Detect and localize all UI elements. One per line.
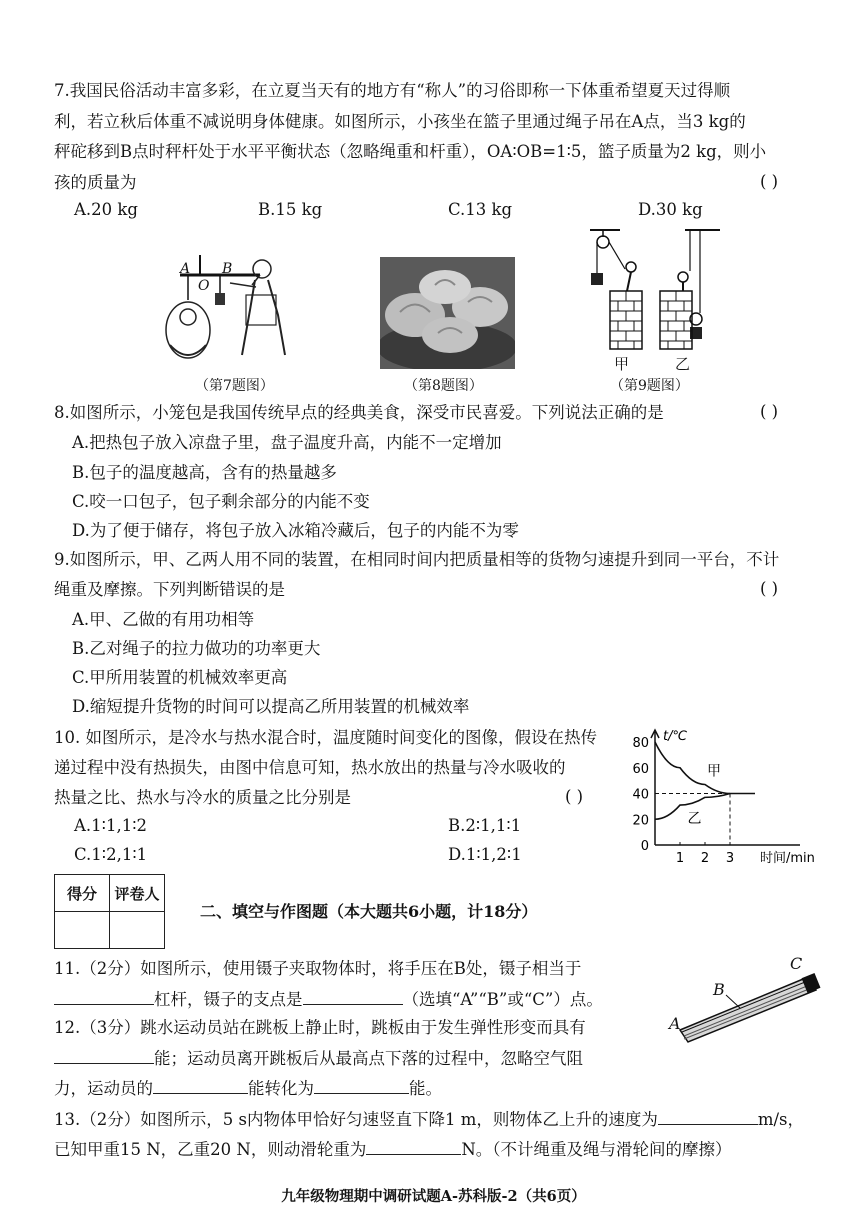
q7-line-4: 孩的质量为 xyxy=(54,173,137,192)
fig7-label-a: A xyxy=(180,261,191,277)
q9-option-d: D.缩短提升货物的时间可以提高乙所用装置的机械效率 xyxy=(72,697,470,716)
fig9-caption: （第9题图） xyxy=(610,378,689,394)
q12-line-2 xyxy=(54,1047,583,1070)
q12-line-3 xyxy=(54,1077,442,1100)
q7-option-c: C.13 kg xyxy=(448,200,513,219)
chart-series-line xyxy=(655,742,755,794)
fig9-label-yi: 乙 xyxy=(675,355,691,373)
q7-line-3: 秤砣移到B点时秤杆处于水平平衡状态（忽略绳重和杆重），OA∶OB=1∶5，篮子质量为2 kg，则小 xyxy=(54,142,767,161)
q7-option-a: A.20 kg xyxy=(74,200,138,219)
q9-option-c: C.甲所用装置的机械效率更高 xyxy=(72,668,288,687)
score-header: 得分 xyxy=(55,875,110,912)
chart-x-tick-label: 2 xyxy=(700,851,710,866)
q7-line-2: 利，若立秋后体重不减说明身体健康。如图所示，小孩坐在篮子里通过绳子吊在A点，当3 kg的 xyxy=(54,112,746,131)
q9-answer-paren: ( ) xyxy=(760,579,779,598)
q11-label-c: C xyxy=(790,954,803,973)
section-2-title: 二、填空与作图题（本大题共6小题，计18分） xyxy=(200,902,538,921)
q12-blank-1[interactable] xyxy=(54,1047,154,1064)
q13-blank-1[interactable] xyxy=(658,1108,758,1125)
chart-x-tick-label: 3 xyxy=(725,851,735,866)
q12-blank-3[interactable] xyxy=(314,1077,409,1094)
q10-option-a: A.1∶1,1∶2 xyxy=(74,816,147,835)
q12-line-1: 12.（3分）跳水运动员站在跳板上静止时，跳板由于发生弹性形变而具有 xyxy=(54,1018,586,1037)
q11-line-2 xyxy=(54,988,603,1011)
q11-line-2-text: 杠杆，镊子的支点是 xyxy=(154,990,303,1009)
fig8-caption: （第8题图） xyxy=(404,378,483,394)
q10-option-c: C.1∶2,1∶1 xyxy=(74,845,148,864)
chart-y-axis-label: t/℃ xyxy=(663,729,688,744)
q13-line-2 xyxy=(54,1138,732,1161)
q9-option-b: B.乙对绳子的拉力做功的功率更大 xyxy=(72,639,321,658)
q13-line-1 xyxy=(54,1108,804,1131)
q11-line-1: 11.（2分）如图所示，使用镊子夹取物体时，将手压在B处，镊子相当于 xyxy=(54,959,582,978)
q8-option-c: C.咬一口包子，包子剩余部分的内能不变 xyxy=(72,492,370,511)
fig7-label-o: O xyxy=(198,278,210,294)
q13-line-1-text: 13.（2分）如图所示，5 s内物体甲恰好匀速竖直下降1 m，则物体乙上升的速度为 xyxy=(54,1110,658,1129)
score-table xyxy=(54,874,165,949)
fig7-label-b: B xyxy=(222,261,233,277)
q12-line-2-text: 能；运动员离开跳板后从最高点下落的过程中，忽略空气阻 xyxy=(154,1049,583,1068)
q7-option-d: D.30 kg xyxy=(638,200,703,219)
q12-line-3-c: 能。 xyxy=(409,1079,442,1098)
q8-stem: 8.如图所示，小笼包是我国传统早点的经典美食，深受市民喜爱。下列说法正确的是 xyxy=(54,403,664,422)
q10-line-1: 10. 如图所示，是冷水与热水混合时，温度随时间变化的图像，假设在热传 xyxy=(54,728,597,747)
chart-x-tick-label: 1 xyxy=(675,851,685,866)
q9-line-1: 9.如图所示，甲、乙两人用不同的装置，在相同时间内把质量相等的货物匀速提升到同一平台，不计 xyxy=(54,550,780,569)
q11-blank-1[interactable] xyxy=(54,988,154,1005)
q8-option-a: A.把热包子放入凉盘子里，盘子温度升高，内能不一定增加 xyxy=(72,433,502,452)
q8-answer-paren: ( ) xyxy=(760,402,779,421)
q10-line-3: 热量之比、热水与冷水的质量之比分别是 xyxy=(54,788,351,807)
q10-answer-paren: ( ) xyxy=(565,787,584,806)
q10-line-2: 递过程中没有热损失，由图中信息可知，热水放出的热量与冷水吸收的 xyxy=(54,758,566,777)
chart-y-tick-label: 60 xyxy=(632,761,649,777)
fig7-caption: （第7题图） xyxy=(195,378,274,394)
q10-temperature-chart xyxy=(615,722,820,867)
q13-line-2-text: 已知甲重15 N，乙重20 N，则动滑轮重为 xyxy=(54,1140,367,1159)
fig9-label-jia: 甲 xyxy=(614,355,630,373)
chart-y-tick-label: 0 xyxy=(640,839,649,854)
q11-tweezers-figure xyxy=(668,962,833,1052)
q12-line-3-b: 能转化为 xyxy=(248,1079,314,1098)
score-cell[interactable] xyxy=(55,912,110,949)
q7-line-1: 7.我国民俗活动丰富多彩，在立夏当天有的地方有“称人”的习俗即称一下体重希望夏天过得顺 xyxy=(54,81,731,100)
grader-cell[interactable] xyxy=(110,912,165,949)
q7-answer-paren: ( ) xyxy=(760,172,779,191)
q11-line-2-tail: （选填“A”“B”或“C”）点。 xyxy=(402,990,603,1009)
chart-y-tick-label: 20 xyxy=(632,813,649,829)
q10-option-b: B.2∶1,1∶1 xyxy=(448,816,522,835)
q8-option-b: B.包子的温度越高，含有的热量越多 xyxy=(72,463,337,482)
q11-label-a: A xyxy=(669,1014,681,1033)
fig8-buns-photo xyxy=(380,257,515,369)
q13-line-1-tail: m/s， xyxy=(757,1110,805,1129)
q13-blank-2[interactable] xyxy=(366,1138,461,1155)
q8-option-d: D.为了便于储存，将包子放入冰箱冷藏后，包子的内能不为零 xyxy=(72,521,519,540)
q12-line-3-a: 力，运动员的 xyxy=(54,1079,153,1098)
q13-line-2-tail: N。（不计绳重及绳与滑轮间的摩擦） xyxy=(461,1140,732,1159)
chart-y-tick-label: 80 xyxy=(632,736,649,751)
q7-option-b: B.15 kg xyxy=(258,200,323,219)
chart-x-axis-label: 时间/min xyxy=(760,851,815,866)
q11-label-b: B xyxy=(713,980,725,999)
grader-header: 评卷人 xyxy=(110,875,165,912)
q9-line-2: 绳重及摩擦。下列判断错误的是 xyxy=(54,580,285,599)
chart-series-label-yi: 乙 xyxy=(687,811,702,828)
fig9-pulley-illustration xyxy=(575,225,725,370)
chart-series-label-jia: 甲 xyxy=(707,763,721,780)
q12-blank-2[interactable] xyxy=(153,1077,248,1094)
page-footer: 九年级物理期中调研试题A-苏科版-2（共6页） xyxy=(281,1188,586,1205)
q10-option-d: D.1∶1,2∶1 xyxy=(448,845,522,864)
q9-option-a: A.甲、乙做的有用功相等 xyxy=(72,610,255,629)
q11-blank-2[interactable] xyxy=(303,988,403,1005)
chart-y-tick-label: 40 xyxy=(632,787,649,803)
